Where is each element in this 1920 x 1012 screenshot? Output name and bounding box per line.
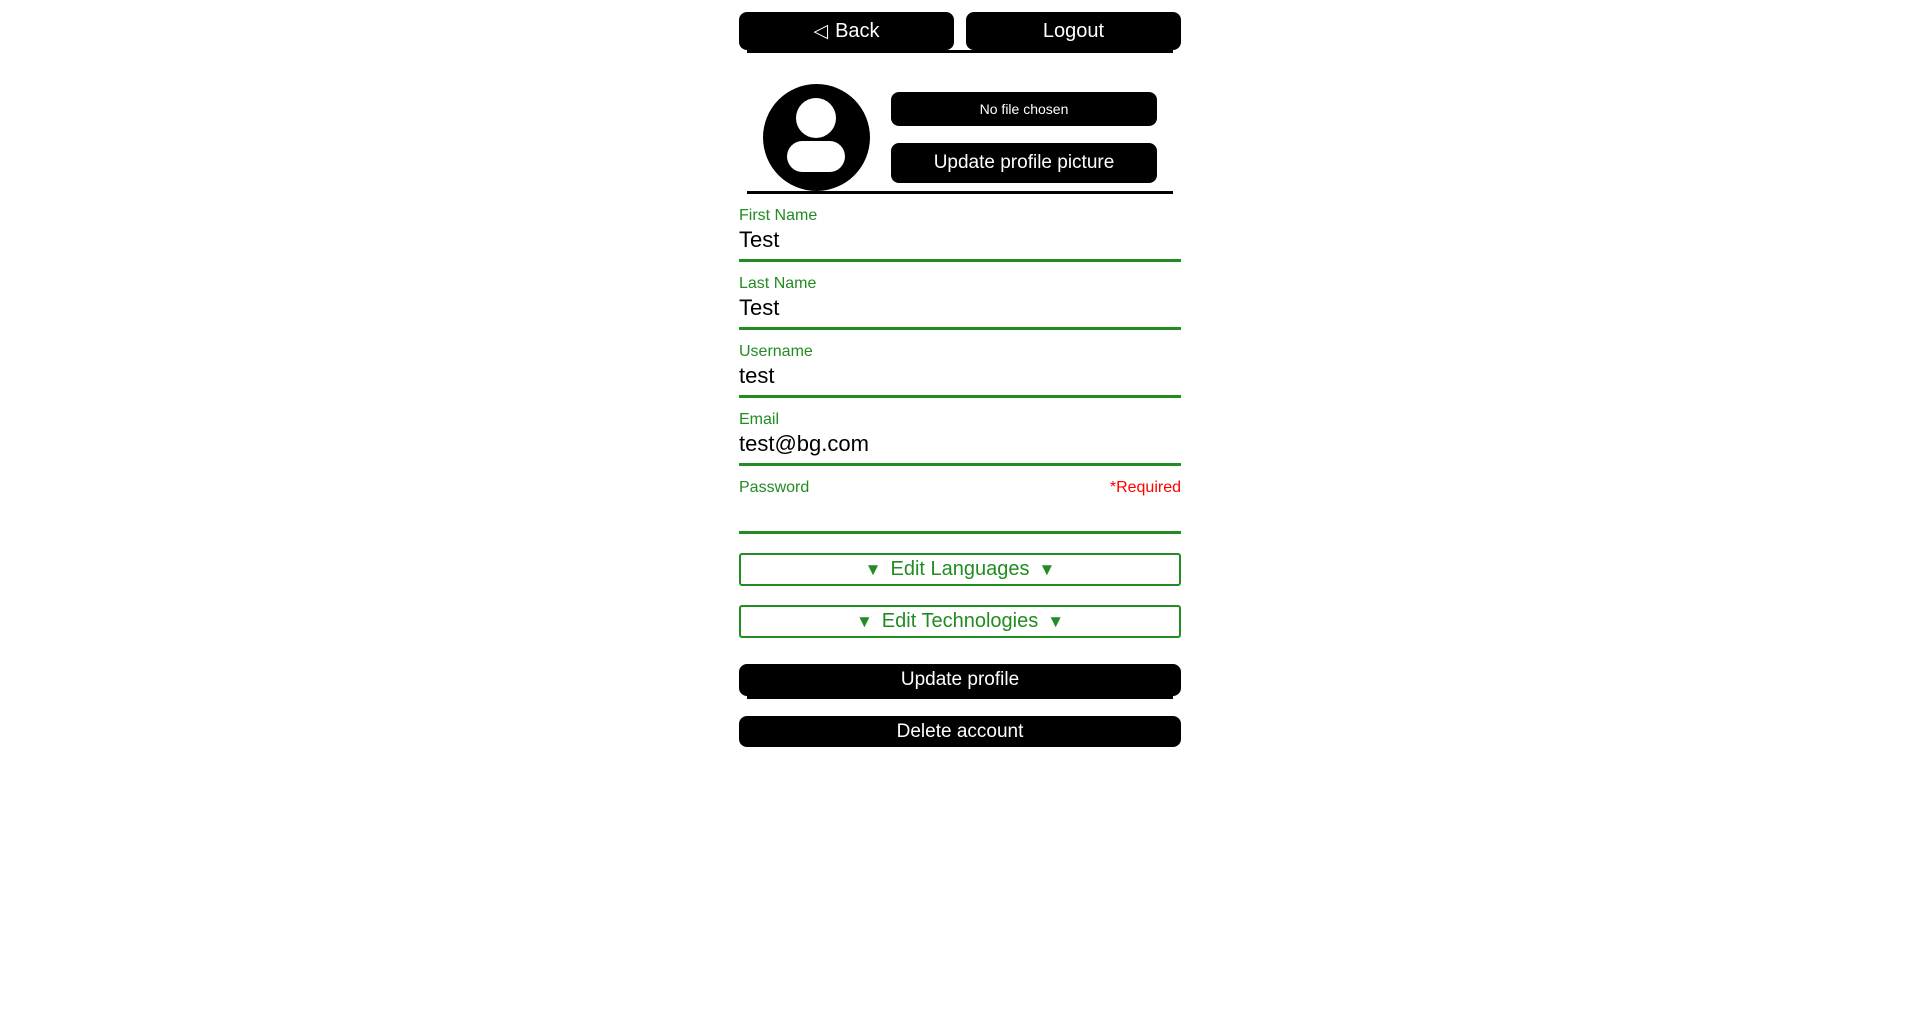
divider-picture bbox=[747, 191, 1173, 194]
password-field-group bbox=[739, 479, 1181, 534]
back-triangle-icon: ◁ bbox=[813, 20, 829, 42]
update-picture-label: Update profile picture bbox=[933, 152, 1115, 173]
edit-languages-label: Edit Languages bbox=[890, 558, 1030, 580]
person-circle-icon bbox=[763, 84, 870, 191]
username-field-group bbox=[739, 343, 1181, 398]
triangle-down-icon: ▼ bbox=[855, 612, 873, 631]
first-name-label: First Name bbox=[739, 207, 818, 224]
password-label-row bbox=[739, 479, 1181, 497]
username-input[interactable] bbox=[739, 361, 1181, 398]
update-profile-label: Update profile bbox=[900, 669, 1020, 690]
username-label: Username bbox=[739, 343, 813, 360]
profile-picture-section bbox=[739, 84, 1181, 191]
password-label: Password bbox=[739, 479, 810, 496]
logout-button-label: Logout bbox=[1042, 19, 1105, 42]
last-name-input[interactable] bbox=[739, 293, 1181, 330]
edit-languages-button[interactable] bbox=[739, 553, 1181, 586]
last-name-label: Last Name bbox=[739, 275, 817, 292]
password-required-note: *Required bbox=[1109, 479, 1181, 496]
triangle-down-icon: ▼ bbox=[1038, 560, 1056, 579]
first-name-field-group bbox=[739, 207, 1181, 262]
last-name-field-group bbox=[739, 275, 1181, 330]
triangle-down-icon: ▼ bbox=[1047, 612, 1065, 631]
file-input-label: No file chosen bbox=[979, 101, 1069, 117]
triangle-down-icon: ▼ bbox=[864, 560, 882, 579]
back-button-label: Back bbox=[835, 19, 880, 42]
email-field-group bbox=[739, 411, 1181, 466]
top-bar bbox=[739, 12, 1181, 50]
file-input-button[interactable] bbox=[891, 92, 1157, 126]
password-input[interactable] bbox=[739, 497, 1181, 534]
email-input[interactable] bbox=[739, 429, 1181, 466]
edit-technologies-button[interactable] bbox=[739, 605, 1181, 638]
email-label: Email bbox=[739, 411, 780, 428]
profile-page bbox=[739, 0, 1181, 747]
logout-button[interactable] bbox=[966, 12, 1181, 50]
picture-buttons bbox=[891, 92, 1157, 183]
update-picture-button[interactable] bbox=[891, 143, 1157, 183]
first-name-input[interactable] bbox=[739, 225, 1181, 262]
edit-technologies-label: Edit Technologies bbox=[881, 610, 1039, 632]
divider-top bbox=[747, 50, 1173, 53]
update-profile-button[interactable] bbox=[739, 664, 1181, 696]
delete-account-button[interactable] bbox=[739, 716, 1181, 747]
divider-danger bbox=[747, 696, 1173, 699]
back-button[interactable] bbox=[739, 12, 954, 50]
delete-account-label: Delete account bbox=[896, 720, 1024, 742]
